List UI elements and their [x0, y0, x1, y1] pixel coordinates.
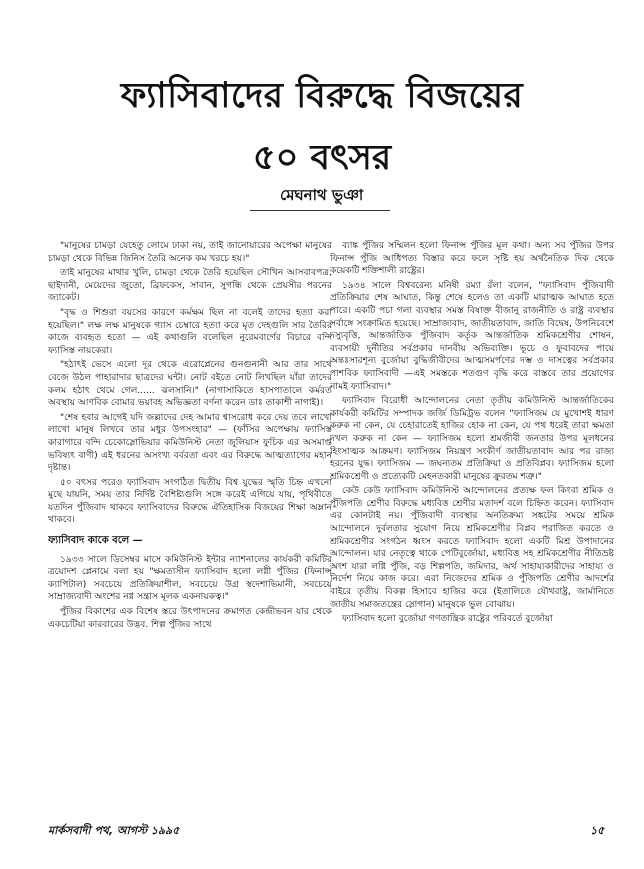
article-title-line1: ফ্যাসিবাদের বিরুদ্ধে বিজয়ের	[120, 76, 524, 116]
author-underline	[250, 210, 390, 211]
left-paragraph: পুঁজির বিকাশের এক বিশেষ স্তরে উৎপাদনের ক্রমাগত কেন্দ্রীভবন যার থেকে একচেটিয়া কারবারের উদ্ভব. শিল্প পুঁজির সাথে	[48, 607, 332, 630]
author-name: মেঘনাথ ভুঞা	[280, 186, 364, 204]
section-heading: ফ্যাসিবাদ কাকে বলে —	[48, 535, 143, 547]
left-paragraph: "হঠাৎই ভেসে এলো দূর থেকে এরোপ্লেনের গুনগুনানী আর তার সাথে বেজে উঠল পাহারাদার ছাত্রদের ঘন্টা। নোট বইতে নোট লিখছিল যাঁরা তাদের কলম হঠাৎ থেমে গেল...... ঝলসানি।" (নাগাসাকিতে হাসপাতালে কর্মরত অবস্থায় আণবিক বোমার ভয়াবহ অভিজ্ঞতা বর্ণনা করেন ডাঃ তাকাশী নাগাই)।	[48, 360, 332, 409]
right-paragraph: ফ্যাসিবাদ বিরোধী আন্দোলনের নেতা তৃতীয় কমিউনিস্ট আন্তর্জাতিকের কার্যকরী কমিটির সম্পাদক জর্জি ডিমিট্রভ বলেন "ফ্যাসিজম যে মুখোশই ধারণ করুক না কেন, যে চেহারাতেই হাজির হোক না কেন, যে পথ ধরেই তারা ক্ষমতা দখল করুক না কেন — ফ্যাসিজম হলো শ্রমজীবী জনতার উপর মূলধনের হিংসাত্মক আক্রমণ। ফ্যাসিজম নিয়ন্ত্রণ সংকীর্ণ জাতীয়তাবাদ আর পর রাজ্য হরনের যুদ্ধ। ফ্যাসিজম — জঘন্যতম প্রতিক্রিয়া ও প্রতিবিপ্লব। ফ্যাসিজম হলো শ্রমিকশ্রেণী ও প্রত্যেকটি মেহনতকারী মানুষের ক্রুরতম শত্রু।"	[330, 396, 614, 482]
left-column	[48, 240, 332, 805]
left-paragraph: তাই মানুষের মাথার খুলি, চামড়া থেকে তৈরি হয়েছিল সৌখিন আসবাবপত্র, ছাইদানী, মেয়েদের জুতো, ব্রিফকেস, সাবান, সুগন্ধি থেকে প্রেয়সীর পরনের জ্যাকেট।	[48, 268, 332, 304]
right-paragraph: ১৯৩৪ সালে বিশ্ববরেন্য মনিষী রম্যা রঁলা বলেন, "ফ্যাসিবাদ পুঁজিবাদী প্রতিক্রিয়ার শেষ আঘাত, কিন্তু শেষে হলেও তা একটি মারাত্মক আঘাত হতে পারে। একটি পচা গলা ব্যবস্থার সমস্ত বিষাক্ত বীজানু রাজনীতি ও রাষ্ট্র ব্যবস্থার সর্বাঙ্গে সংক্রামিত হয়েছে। সাম্রাজ্যবাদ, জাতীয়তাবাদ, জাতি বিদ্বেষ, উপনিবেশে দস্যুবৃত্তি, আন্তর্জাতিক পুঁজিবাদ কর্তৃক আন্তর্জাতিক শ্রমিকশ্রেণীর শোষন, ব্যবসায়ী দুর্নীতির সর্বপ্রকার দানবীয় অভিব্যক্তি। ভূচে ও ফুবাবদের পায়ে অন্তঃসারশূন্য বুর্জোয়া বুদ্ধিজীবীদের আত্মসমর্পণের দম্ভ ও দাসত্বের সর্বপ্রকার পাশবিক ফ্যাসিবাদী —এই সমস্তকে শতগুণ বৃদ্ধি করে বাস্তবে তার প্রয়োগের নামই ফ্যাসিবাদ।"	[330, 280, 614, 392]
left-paragraph: "বৃদ্ধ ও শিশুরা বয়সের কারণে কর্মক্ষম ছিল না বলেই তাদের হত্যা করা হয়েছিল।" লক্ষ লক্ষ মানুষকে গ্যাস চেম্বারে হত্যা করে মৃত দেহগুলি সার তৈরির কাজে ব্যবহৃত হতো — এই কথাগুলি বলেছিল নুরেমবার্গের বিচারে বন্দি ফ্যাসিস্ত নায়কেরা।	[48, 307, 332, 356]
right-paragraph: ব্যাঙ্ক পুঁজির সম্মিলন হলো ফিনান্স পুঁজির মূল কথা। অন্য সব পুঁজির উপর ফিনান্স পুঁজি আধিপত্য বিস্তার করে ফলে সৃষ্টি হয় অর্থনৈতিক দিক থেকে কয়েকটি শক্তিশালী রাষ্ট্রের।	[330, 241, 614, 277]
left-paragraph: ৫০ বৎসর পরেও ফ্যাসিবাদ সংগঠিত দ্বিতীয় বিশ্ব যুদ্ধের স্মৃতি চিহ্ন এখনো মুছে যায়নি, সময় তার নির্দিষ্ট বৈশিষ্ট্যগুলি সঙ্গে করেই এগিয়ে যায়, পৃথিবীতে যতদিন পুঁজিবাদ থাকবে ফ্যাসিবাদের বিরুদ্ধে ঐতিহাসিক বিজয়ের শিক্ষা অম্লান থাকবে।	[48, 477, 332, 526]
right-paragraph: ফ্যাসিবাদ হলো বুর্জোয়া গণতান্ত্রিক রাষ্ট্রের পরিবর্তে বুর্জোয়া	[342, 614, 553, 625]
article-title-line2: ৫০ বৎসর	[252, 138, 392, 178]
left-paragraph: "শেষ হবার আগেই যদি জল্লাদের দেহ আমার শ্বাসরোধ করে দেয় তবে লাখো লাখো মানুষ লিখবে তার মধুর উপসংহার" — (ফাঁসির অপেক্ষায় ফ্যাসিস্ত কারাগারে বন্দি চেকোস্লোভিয়ার কমিউনিস্ট নেতা জুলিয়াস ফুচিক এর অসমাপ্ত ভবিষ্যৎ বাণী) এই ধরনের অসংখ্য বর্বরতা এবং এর বিরুদ্ধে আত্মত্যাগের মহান দৃষ্টান্ত।	[48, 412, 332, 474]
page-number: ১৫	[590, 824, 605, 837]
journal-footer: মার্কসবাদী পথ, আগস্ট ১৯৯৫	[48, 824, 180, 837]
right-paragraph: কেউ কেউ ফ্যাসিবাদ কমিউনিস্ট আন্দোলনের প্রত্যক্ষ ফল কিংবা শ্রমিক ও পুঁজিপতি শ্রেণীর বিরুদ্ধে মধ্যবিত্ত শ্রেণীর মতাদর্শ বলে চিহ্নিত করেন। ফ্যাসিবাদ এর কোনটাই নয়। পুঁজিবাদী ব্যবস্থার অনতিক্রম্য সঙ্কটের সময়ে শ্রমিক আন্দোলনে দুর্বলতার সুযোগ নিয়ে শ্রমিকশ্রেণীর বিপ্লব পরাজিত করতে ও শ্রমিকশ্রেণীর সংগঠন ধ্বংস করতে ফ্যাসিবাদ হলো একটি মিশ্র উপাদানের আন্দোলন। যার নেতৃত্বে থাকে পেটিবুর্জোয়া, মধ্যবিত্ত সহ শ্রমিকশ্রেণীর নীতিভ্রষ্ট অংশ যারা লগ্নি পুঁজি, বড় শিল্পপতি, জমিদার, অর্থ সাহায্যকারীদের সাহায্য ও নির্দেশ নিয়ে কাজ করে। এরা নিজেদের শ্রমিক ও পুঁজিপতি শ্রেণীর আদর্শের বাইরে তৃতীয় বিকল্প হিসাবে হাজির করে (ইতালিতে যৌথরাষ্ট্র, জার্মানিতে জাতীয় সমাজতন্ত্রের স্লোগান) মানুষকে ভুল বোঝায়।	[330, 486, 614, 610]
left-paragraph: ১৯৩৩ সালে ডিসেম্বর মাসে কমিউনিস্ট ইন্টার ন্যাশনালের কার্যকরী কমিটির ত্রয়োদশ প্লেনামে বলা হয় "ক্ষমতাসীন ফ্যাসিবাদ হলো লগ্নী পুঁজির (ফিনান্স ক্যাপিটাল) সবচেয়ে প্রতিক্রিয়াশীল, সবচেয়ে উগ্র স্বদেশাভিমানী, সবচেয়ে সাম্রাজ্যবাদী অংশের নগ্ন সন্ত্রাস মূলক একনায়কত্ব।"	[48, 554, 332, 603]
left-paragraph: "মানুষের চামড়া যেহেতু লোমে ঢাকা নয়, তাই জানোয়ারের অপেক্ষা মানুষের চামড়া থেকে বিভিন্ন জিনিস তৈরি অনেক কম খরচে হয়।"	[48, 241, 332, 264]
right-column	[330, 240, 614, 805]
